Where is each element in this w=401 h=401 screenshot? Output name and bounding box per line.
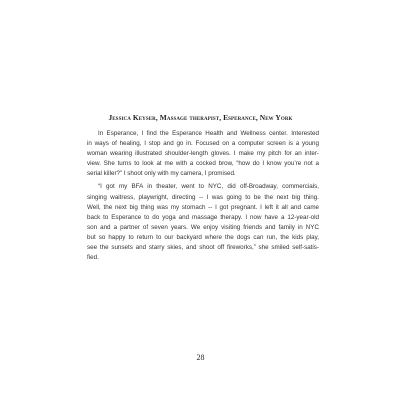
text-line: see the sunsets and starry skies, and shoot off fireworks,” she smiled self-satis-	[87, 244, 319, 252]
paragraph-2	[87, 182, 319, 263]
body-text	[87, 129, 319, 266]
text-line: singing waitress, playwright, directing -- I was going to be the next big thing.	[87, 193, 319, 201]
page-number: 28	[196, 353, 205, 362]
text-line: In Esperance, I find the Esperance Health and Wellness center. Interested	[98, 130, 319, 137]
text-line: but so happy to return to our backyard where the dogs can run, the kids play,	[87, 233, 319, 241]
text-line: “I got my BFA in theater, went to NYC, did off-Broadway, commercials,	[98, 183, 319, 191]
text-line: back to Esperance to do yoga and massage therapy. I now have a 12-year-old	[87, 213, 319, 221]
text-line: Well, the next big thing was my stomach -- I got pregnant. I left it all and came	[87, 203, 319, 211]
text-line: in ways of healing, I stop and go in. Focused on a computer screen is a young	[87, 140, 319, 148]
section-heading: Jessica Keyser, Massage therapist, Esperance, New York	[108, 113, 293, 122]
text-line: son and a partner of seven years. We enjoy visiting friends and family in NYC	[87, 223, 319, 231]
text-line: fied.	[87, 254, 99, 262]
paragraph-1	[87, 129, 319, 179]
text-line: serial killer?” I shoot only with my camera, I promised.	[87, 170, 236, 178]
text-line: view. She turns to look at me with a cocked brow, “how do I know you’re not a	[87, 160, 319, 168]
text-line: woman wearing illustrated shoulder-length gloves. I make my pitch for an inter-	[87, 150, 319, 158]
